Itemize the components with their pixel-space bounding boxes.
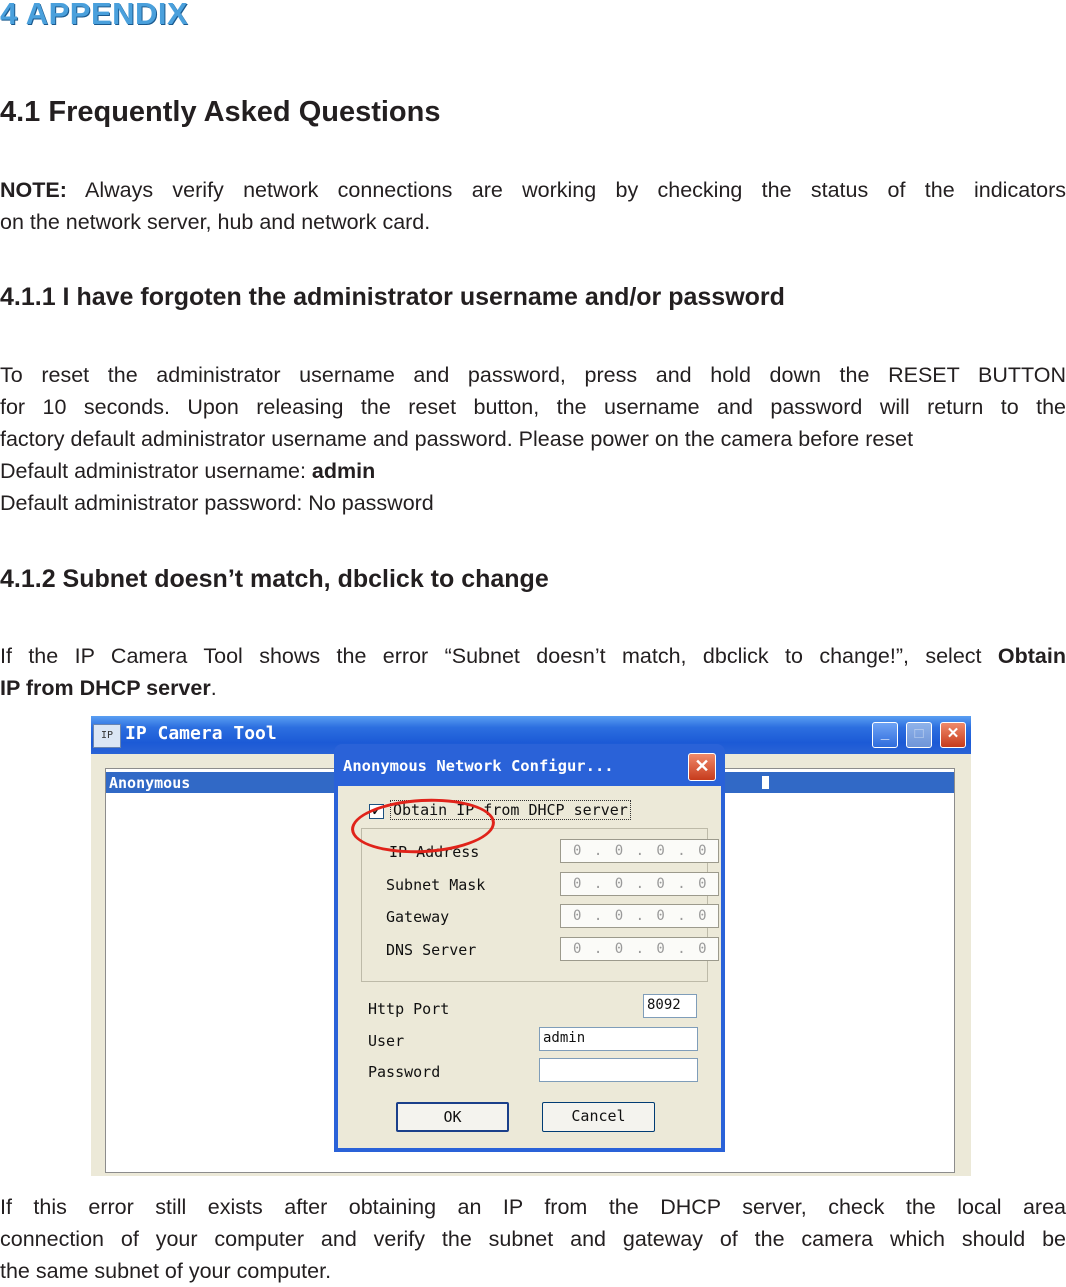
default-username-line [0,455,375,487]
faq-2-line-2 [0,672,217,704]
faq-2-after-line-3: the same subnet of your computer. [0,1259,332,1283]
user-label: User [368,1032,405,1050]
password-label: Password [368,1063,441,1081]
faq-2-line-2-bold: IP from DHCP server [0,676,211,700]
section-title: 4.1 Frequently Asked Questions [0,96,441,128]
gateway-label: Gateway [386,908,450,926]
faq-1-title: 4.1.1 I have forgoten the administrator username and/or password [0,283,785,311]
minimize-button[interactable]: _ [872,722,898,748]
window-close-button[interactable]: ✕ [940,722,966,748]
faq-1-line-1: To reset the administrator username and password, press and hold down the RESET BUTTON [0,363,1066,387]
note-text: Always verify network connections are working by checking the status of the indicators [85,178,1066,202]
http-port-field[interactable]: 8092 [643,994,697,1018]
window-title: IP Camera Tool [125,723,277,744]
default-password-line: Default administrator password: No password [0,491,434,515]
dhcp-checkbox[interactable]: ✓ [369,804,384,819]
faq-1-line-3: factory default administrator username and password. Please power on the camera before reset [0,427,914,451]
dialog-title: Anonymous Network Configur... [343,757,614,775]
faq-2-after-line-2: connection of your computer and verify the subnet and gateway of the camera which should be [0,1227,1066,1251]
ok-button[interactable]: OK [396,1102,509,1132]
note-line-2: on the network server, hub and network card. [0,210,431,234]
camera-list-item-label: Anonymous [109,774,191,792]
password-field[interactable] [539,1058,698,1082]
dhcp-checkbox-label[interactable]: Obtain IP from DHCP server [390,800,631,820]
text-cursor-icon [762,776,769,789]
note-line-1 [0,174,1066,206]
ip-address-field[interactable]: 0 . 0 . 0 . 0 [560,839,719,863]
cancel-button[interactable]: Cancel [542,1102,655,1132]
default-username-label: Default administrator username: [0,459,312,483]
http-port-label: Http Port [368,1000,450,1018]
maximize-button[interactable]: □ [906,722,932,748]
dns-server-field[interactable]: 0 . 0 . 0 . 0 [560,937,719,961]
faq-2-line-2-text: . [210,676,217,700]
ip-camera-tool-screenshot [91,716,971,1176]
faq-2-line-1 [0,640,1066,672]
chapter-title: 4 APPENDIX [0,0,189,31]
subnet-mask-label: Subnet Mask [386,876,486,894]
faq-2-title: 4.1.2 Subnet doesn’t match, dbclick to change [0,565,549,593]
default-username-value: admin [311,459,376,483]
gateway-field[interactable]: 0 . 0 . 0 . 0 [560,904,719,928]
faq-2-after-line-1: If this error still exists after obtaining an IP from the DHCP server, check the local area [0,1195,1066,1219]
faq-1-line-2: for 10 seconds. Upon releasing the reset button, the username and password will return to the [0,395,1066,419]
dialog-close-button[interactable]: ✕ [688,753,716,781]
app-icon: IP [93,724,121,748]
ip-address-label: IP Address [389,843,480,861]
faq-2-line-1-bold: Obtain [997,644,1066,668]
note-label: NOTE: [0,178,67,202]
subnet-mask-field[interactable]: 0 . 0 . 0 . 0 [560,872,719,896]
user-field[interactable]: admin [539,1027,698,1051]
faq-2-line-1-text: If the IP Camera Tool shows the error “Subnet doesn’t match, dbclick to change!”, select [0,644,998,668]
dns-server-label: DNS Server [386,941,477,959]
